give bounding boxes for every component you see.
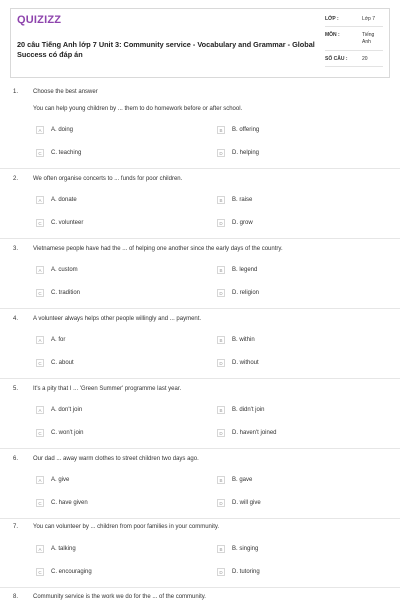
option-letter-box: B [217, 336, 225, 344]
option-text: C. teaching [51, 150, 82, 156]
question-prompt: Choose the best answer [33, 89, 98, 95]
option-letter-box: B [217, 476, 225, 484]
question-divider [0, 168, 400, 169]
option-text: A. give [51, 477, 70, 483]
option-letter-box: B [217, 266, 225, 274]
option-text: C. volunteer [51, 220, 84, 226]
question-text: You can help young children by ... them to do homework before or after school. [33, 106, 243, 112]
option-letter-box: A [36, 266, 44, 274]
option-text: B. didn't join [232, 407, 265, 413]
option-text: D. tutoring [232, 569, 260, 575]
option-letter-box: A [36, 196, 44, 204]
option-letter-box: D [217, 499, 225, 507]
question-divider [0, 308, 400, 309]
question-number: 6. [13, 456, 19, 462]
option-letter-box: C [36, 289, 44, 297]
option-letter-box: C [36, 568, 44, 576]
option-letter-box: D [217, 219, 225, 227]
grade-divider [325, 26, 383, 27]
option-letter-box: D [217, 289, 225, 297]
option-text: D. religion [232, 290, 260, 296]
option-letter-box: C [36, 359, 44, 367]
option-letter-box: A [36, 336, 44, 344]
option-letter-box: C [36, 219, 44, 227]
option-text: D. will give [232, 500, 261, 506]
option-letter-box: B [217, 406, 225, 414]
option-text: B. singing [232, 546, 259, 552]
question-text: A volunteer always helps other people willingly and ... payment. [33, 316, 202, 322]
question-divider [0, 518, 400, 519]
option-text: B. offering [232, 127, 260, 133]
option-text: C. won't join [51, 430, 84, 436]
option-letter-box: A [36, 406, 44, 414]
question-text: Community service is the work we do for the ... of the community. [33, 594, 206, 600]
grade-label: LỚP : [325, 16, 339, 22]
option-text: C. encouraging [51, 569, 92, 575]
subject-value: Tiếng Anh [362, 32, 375, 45]
option-text: C. tradition [51, 290, 81, 296]
question-number: 3. [13, 246, 19, 252]
question-number: 1. [13, 89, 19, 95]
option-text: D. grow [232, 220, 253, 226]
question-text: It's a pity that I ... 'Green Summer' programme last year. [33, 386, 182, 392]
question-number: 2. [13, 176, 19, 182]
question-text: You can volunteer by ... children from poor families in your community. [33, 524, 220, 530]
option-letter-box: C [36, 149, 44, 157]
option-text: B. raise [232, 197, 253, 203]
quizizz-logo: QUIZIZZ [17, 14, 62, 26]
question-divider [0, 448, 400, 449]
option-text: A. talking [51, 546, 76, 552]
option-text: A. doing [51, 127, 74, 133]
option-letter-box: C [36, 429, 44, 437]
question-text: Our dad ... away warm clothes to street children two days ago. [33, 456, 199, 462]
question-divider [0, 238, 400, 239]
option-text: A. donate [51, 197, 77, 203]
option-letter-box: D [217, 568, 225, 576]
option-letter-box: A [36, 476, 44, 484]
option-letter-box: B [217, 196, 225, 204]
option-text: C. about [51, 360, 74, 366]
question-count-label: SỐ CÂU : [325, 56, 348, 62]
option-text: D. without [232, 360, 259, 366]
option-letter-box: C [36, 499, 44, 507]
option-text: B. legend [232, 267, 258, 273]
option-text: A. for [51, 337, 66, 343]
option-letter-box: A [36, 545, 44, 553]
option-letter-box: D [217, 149, 225, 157]
question-text: We often organise concerts to ... funds for poor children. [33, 176, 183, 182]
grade-value: Lớp 7 [362, 16, 376, 22]
question-count-value: 20 [362, 56, 368, 62]
question-divider [0, 378, 400, 379]
option-text: B. gave [232, 477, 253, 483]
question-divider [0, 587, 400, 588]
question-number: 7. [13, 524, 19, 530]
option-letter-box: D [217, 429, 225, 437]
count-divider [325, 66, 383, 67]
question-number: 4. [13, 316, 19, 322]
option-text: A. don't join [51, 407, 83, 413]
question-number: 8. [13, 594, 19, 600]
subject-label: MÔN : [325, 32, 340, 38]
question-number: 5. [13, 386, 19, 392]
option-text: B. within [232, 337, 255, 343]
option-text: A. custom [51, 267, 78, 273]
option-letter-box: B [217, 545, 225, 553]
option-letter-box: D [217, 359, 225, 367]
question-text: Vietnamese people have had the ... of helping one another since the early days of the country. [33, 246, 283, 252]
option-letter-box: A [36, 126, 44, 134]
worksheet-title: 20 câu Tiếng Anh lớp 7 Unit 3: Community service - Vocabulary and Grammar - Global Success có đáp án [17, 40, 315, 59]
option-text: C. have given [51, 500, 88, 506]
subject-divider [325, 50, 383, 51]
option-letter-box: B [217, 126, 225, 134]
option-text: D. haven't joined [232, 430, 277, 436]
option-text: D. helping [232, 150, 260, 156]
